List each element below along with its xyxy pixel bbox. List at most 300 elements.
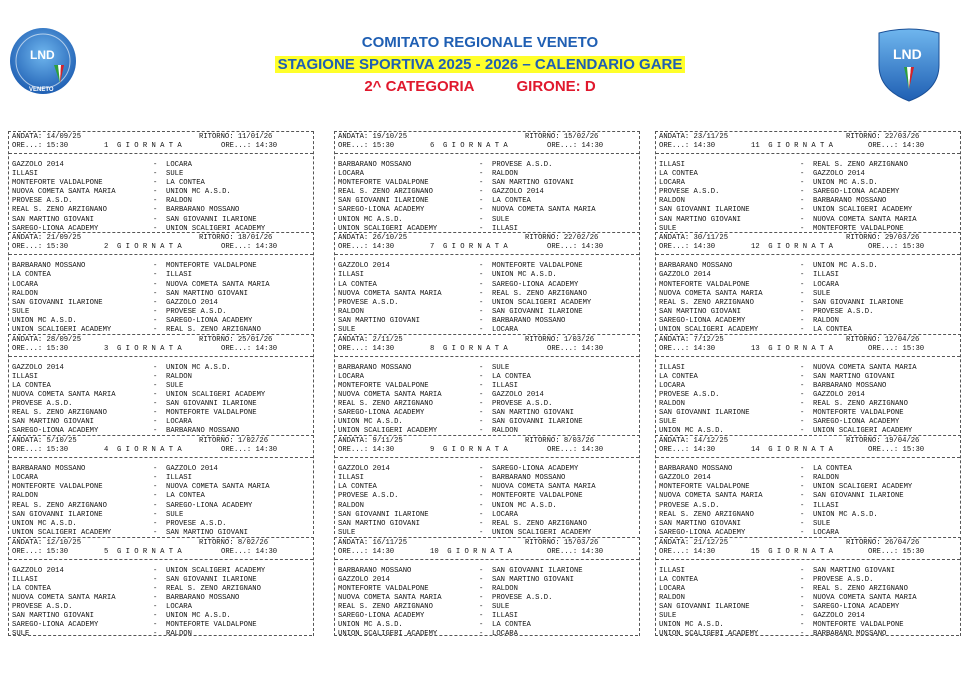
match-row [9,216,313,225]
vs-dash: - [479,409,484,418]
vs-dash: - [479,206,484,215]
andata-time: 14:30 [372,547,395,556]
match-row [335,612,639,621]
ore-label: ORE...: [338,344,369,353]
rounds-column-2 [334,131,640,671]
ritorno-date: 1/02/26 [237,437,269,446]
vs-dash: - [479,197,484,206]
home-team: MONTEFORTE VALDALPONE [338,584,429,593]
match-row [656,567,960,576]
home-team: UNION SCALIGERI ACADEMY [659,326,759,335]
vs-dash: - [153,602,158,611]
round-number: 8 [430,344,435,353]
ritorno-label: RITORNO: [199,437,234,446]
round-header [9,233,313,254]
round-card [8,435,314,537]
home-team: SAREGO-LIONA ACADEMY [338,206,425,215]
andata-date: 26/10/25 [372,234,408,243]
away-team: SAN GIOVANNI ILARIONE [166,215,257,224]
vs-dash: - [479,298,484,307]
vs-dash: - [153,391,158,400]
round-number: 14 [751,446,760,455]
home-team: BARBARANO MOSSANO [338,161,412,169]
away-team: NUOVA COMETA SANTA MARIA [813,593,917,602]
vs-dash: - [153,566,158,575]
vs-dash: - [479,566,484,575]
away-team: NUOVA COMETA SANTA MARIA [492,483,596,492]
match-row [656,179,960,188]
andata-label: ANDATA: [338,437,369,446]
andata-label: ANDATA: [338,335,369,344]
home-team: NUOVA COMETA SANTA MARIA [338,289,442,298]
away-team: ILLASI [166,271,192,280]
home-team: LOCARA [12,280,38,289]
match-row [335,179,639,188]
away-team: BARBARANO MOSSANO [166,593,240,602]
home-team: SULE [338,528,356,537]
ore-label: ORE...: [221,547,252,556]
vs-dash: - [153,372,158,381]
away-team: UNION SCALIGERI ACADEMY [813,206,913,215]
vs-dash: - [800,465,805,474]
home-team: SULE [12,630,30,639]
giornata-label: G I O R N A T A [442,344,508,353]
match-row [335,299,639,308]
vs-dash: - [153,215,158,224]
vs-dash: - [153,593,158,602]
match-row [335,474,639,483]
home-team: PROVESE A.S.D. [338,298,399,307]
away-team: SAN GIOVANNI ILARIONE [492,418,583,427]
vs-dash: - [153,409,158,418]
home-team: REAL S. ZENO ARZIGNANO [338,602,433,611]
away-team: MONTEFORTE VALDALPONE [813,621,904,630]
vs-dash: - [479,492,484,501]
vs-dash: - [800,307,805,316]
away-team: LOCARA [166,418,192,427]
match-row [656,474,960,483]
match-row [656,299,960,308]
away-team: NUOVA COMETA SANTA MARIA [813,215,917,224]
vs-dash: - [479,170,484,179]
match-row [9,299,313,308]
andata-time: 14:30 [693,446,716,455]
match-row [9,594,313,603]
vs-dash: - [479,224,484,233]
match-row [9,511,313,520]
ritorno-time: 14:30 [581,243,604,252]
away-team: GAZZOLO 2014 [166,298,218,307]
home-team: SULE [12,307,30,316]
away-team: UNION MC A.S.D. [166,363,231,372]
home-team: ILLASI [338,271,364,280]
home-team: SULE [659,418,677,427]
match-row [9,400,313,409]
away-team: NUOVA COMETA SANTA MARIA [166,483,270,492]
round-card [8,131,314,233]
ritorno-date: 8/02/26 [237,538,269,547]
away-team: PROVESE A.S.D. [492,161,553,169]
match-row [9,382,313,391]
ore-label: ORE...: [659,344,690,353]
away-team: SAREGO-LIONA ACADEMY [166,501,253,510]
away-team: UNION MC A.S.D. [813,510,878,519]
away-team: LA CONTEA [813,326,852,335]
andata-time: 15:30 [46,142,69,150]
giornata-label: G I O R N A T A [116,243,182,252]
away-team: MONTEFORTE VALDALPONE [492,262,583,271]
round-header [335,436,639,457]
match-row [335,520,639,529]
andata-time: 14:30 [693,344,716,353]
home-team: SAN GIOVANNI ILARIONE [338,197,429,206]
andata-label: ANDATA: [12,335,43,344]
away-team: SAN GIOVANNI ILARIONE [166,400,257,409]
away-team: RALDON [492,427,518,436]
home-team: LOCARA [659,584,685,593]
vs-dash: - [153,519,158,528]
away-team: SULE [492,602,510,611]
vs-dash: - [153,326,158,335]
vs-dash: - [800,391,805,400]
round-number: 5 [104,547,109,556]
ritorno-time: 15:30 [902,446,925,455]
home-team: SAREGO-LIONA ACADEMY [659,528,746,537]
home-team: SAN GIOVANNI ILARIONE [12,298,103,307]
match-row [9,418,313,427]
vs-dash: - [153,465,158,474]
round-number: 13 [751,344,760,353]
giornata-label: G I O R N A T A [116,344,182,353]
vs-dash: - [153,197,158,206]
andata-label: ANDATA: [659,335,690,344]
home-team: SAN MARTINO GIOVANI [659,215,741,224]
match-row [656,502,960,511]
match-row [335,492,639,501]
home-team: SAN MARTINO GIOVANI [338,316,420,325]
match-row [335,594,639,603]
vs-dash: - [800,179,805,188]
home-team: REAL S. ZENO ARZIGNANO [338,400,433,409]
andata-date: 23/11/25 [693,133,729,141]
away-team: GAZZOLO 2014 [492,188,544,197]
vs-dash: - [153,170,158,179]
andata-label: ANDATA: [338,538,369,547]
home-team: GAZZOLO 2014 [12,161,64,169]
vs-dash: - [479,575,484,584]
ritorno-date: 15/02/26 [563,133,599,141]
home-team: BARBARANO MOSSANO [12,465,86,474]
away-team: REAL S. ZENO ARZIGNANO [166,584,261,593]
round-number: 2 [104,243,109,252]
away-team: SULE [166,510,184,519]
match-row [656,317,960,326]
round-card [334,131,640,233]
match-row [9,197,313,206]
round-number: 9 [430,446,435,455]
match-row [656,400,960,409]
match-row [9,373,313,382]
away-team: RALDON [492,584,518,593]
match-row [335,502,639,511]
round-header [9,436,313,457]
home-team: LOCARA [338,372,364,381]
round-header [335,538,639,559]
match-row [9,161,313,170]
match-row [9,364,313,373]
match-row [656,206,960,215]
away-team: UNION MC A.S.D. [492,271,557,280]
vs-dash: - [153,501,158,510]
away-team: LA CONTEA [492,197,531,206]
home-team: ILLASI [12,170,38,179]
away-team: UNION MC A.S.D. [166,188,231,197]
match-row [656,511,960,520]
round-card [655,131,961,233]
vs-dash: - [153,492,158,501]
match-row [9,188,313,197]
match-row [9,179,313,188]
round-header [9,538,313,559]
column-bottom-rule [8,635,312,636]
home-team: ILLASI [659,363,685,372]
away-team: LA CONTEA [166,179,205,188]
andata-date: 21/12/25 [693,538,729,547]
home-team: MONTEFORTE VALDALPONE [659,483,750,492]
andata-date: 5/10/25 [46,437,77,446]
round-number: 6 [430,142,435,150]
match-row [9,308,313,317]
round-card [655,232,961,335]
away-team: UNION SCALIGERI ACADEMY [492,298,592,307]
match-row [335,188,639,197]
home-team: LA CONTEA [338,280,377,289]
home-team: LA CONTEA [12,584,51,593]
match-row [335,603,639,612]
home-team: SAREGO-LIONA ACADEMY [338,612,425,621]
away-team: LOCARA [813,528,839,537]
vs-dash: - [479,418,484,427]
ritorno-label: RITORNO: [525,133,560,141]
vs-dash: - [800,363,805,372]
ore-label: ORE...: [338,446,369,455]
ritorno-time: 14:30 [581,446,604,455]
match-row [335,317,639,326]
giornata-label: G I O R N A T A [768,243,833,252]
away-team: ILLASI [492,224,518,233]
vs-dash: - [153,179,158,188]
vs-dash: - [479,483,484,492]
vs-dash: - [479,280,484,289]
away-team: RALDON [492,170,518,179]
vs-dash: - [800,566,805,575]
vs-dash: - [479,621,484,630]
category-label: 2^ CATEGORIA [364,78,475,95]
vs-dash: - [479,427,484,436]
match-row [335,308,639,317]
vs-dash: - [479,289,484,298]
andata-time: 14:30 [693,142,716,150]
home-team: BARBARANO MOSSANO [659,465,733,474]
vs-dash: - [800,215,805,224]
andata-time: 14:30 [372,446,395,455]
vs-dash: - [153,528,158,537]
round-header [9,132,313,153]
giornata-label: G I O R N A T A [442,243,508,252]
home-team: SULE [659,224,677,233]
home-team: SAN GIOVANNI ILARIONE [659,602,750,611]
round-card [334,334,640,436]
ritorno-label: RITORNO: [525,335,560,344]
ore-label: ORE...: [12,344,43,353]
home-team: NUOVA COMETA SANTA MARIA [659,492,763,501]
andata-time: 15:30 [46,344,69,353]
ritorno-label: RITORNO: [846,437,881,446]
giornata-label: G I O R N A T A [116,142,182,150]
away-team: UNION SCALIGERI ACADEMY [166,391,266,400]
ore-label: ORE...: [659,243,690,252]
home-team: PROVESE A.S.D. [338,492,399,501]
ore-label: ORE...: [12,547,43,556]
away-team: SAREGO-LIONA ACADEMY [492,465,579,474]
round-number: 7 [430,243,435,252]
vs-dash: - [800,427,805,436]
home-team: LOCARA [12,474,38,483]
away-team: REAL S. ZENO ARZIGNANO [813,400,908,409]
away-team: NUOVA COMETA SANTA MARIA [813,363,917,372]
away-team: SULE [813,289,831,298]
match-row [9,474,313,483]
ritorno-time: 14:30 [581,344,604,353]
ritorno-label: RITORNO: [846,234,881,243]
ritorno-label: RITORNO: [846,538,881,547]
match-row [656,409,960,418]
away-team: SAN GIOVANNI ILARIONE [492,566,583,575]
andata-time: 14:30 [693,243,716,252]
away-team: SAN MARTINO GIOVANI [492,575,574,584]
away-team: SAREGO-LIONA ACADEMY [492,280,579,289]
ritorno-label: RITORNO: [525,437,560,446]
home-team: SAN MARTINO GIOVANI [338,519,420,528]
vs-dash: - [800,206,805,215]
committee-title: COMITATO REGIONALE VENETO [361,34,599,51]
home-team: NUOVA COMETA SANTA MARIA [12,188,116,197]
vs-dash: - [479,602,484,611]
home-team: REAL S. ZENO ARZIGNANO [12,501,107,510]
vs-dash: - [479,381,484,390]
home-team: SAN MARTINO GIOVANI [12,612,94,621]
match-row [335,391,639,400]
round-number: 3 [104,344,109,353]
ritorno-time: 14:30 [581,547,604,556]
match-row [656,262,960,271]
giornata-label: G I O R N A T A [768,446,833,455]
match-row [9,492,313,501]
home-team: REAL S. ZENO ARZIGNANO [659,510,754,519]
away-team: SULE [492,363,510,372]
away-team: REAL S. ZENO ARZIGNANO [492,289,587,298]
home-team: SAN MARTINO GIOVANI [12,215,94,224]
match-row [656,188,960,197]
home-team: UNION SCALIGERI ACADEMY [338,224,438,233]
match-row [656,308,960,317]
home-team: NUOVA COMETA SANTA MARIA [338,593,442,602]
away-team: GAZZOLO 2014 [813,170,865,179]
vs-dash: - [153,206,158,215]
ritorno-time: 15:30 [902,547,925,556]
vs-dash: - [479,612,484,621]
match-row [335,161,639,170]
match-row [656,373,960,382]
home-team: MONTEFORTE VALDALPONE [659,280,750,289]
match-row [656,391,960,400]
logo-right-text: LND [893,46,922,62]
match-row [335,465,639,474]
ritorno-date: 18/01/26 [237,234,273,243]
vs-dash: - [153,224,158,233]
andata-date: 14/09/25 [46,133,82,141]
ritorno-date: 22/03/26 [884,133,920,141]
ritorno-time: 14:30 [255,547,278,556]
round-card [655,334,961,436]
ritorno-date: 26/04/26 [884,538,920,547]
home-team: NUOVA COMETA SANTA MARIA [12,593,116,602]
match-row [335,281,639,290]
home-team: LOCARA [659,179,685,188]
match-row [9,465,313,474]
match-row [656,576,960,585]
home-team: ILLASI [12,372,38,381]
vs-dash: - [800,602,805,611]
vs-dash: - [800,381,805,390]
round-number: 4 [104,446,109,455]
ritorno-time: 14:30 [255,142,278,150]
away-team: RALDON [813,316,839,325]
away-team: GAZZOLO 2014 [166,465,218,474]
home-team: PROVESE A.S.D. [659,391,720,400]
match-row [9,585,313,594]
away-team: LA CONTEA [813,465,852,474]
andata-label: ANDATA: [338,234,369,243]
vs-dash: - [800,474,805,483]
season-title-text: STAGIONE SPORTIVA 2025 - 2026 – CALENDARIO GARE [275,56,686,73]
away-team: GAZZOLO 2014 [813,391,865,400]
away-team: SULE [813,519,831,528]
ritorno-date: 15/03/26 [563,538,599,547]
home-team: RALDON [659,400,685,409]
giornata-label: G I O R N A T A [442,142,508,150]
home-team: SAN MARTINO GIOVANI [12,418,94,427]
away-team: MONTEFORTE VALDALPONE [492,492,583,501]
vs-dash: - [479,501,484,510]
match-row [335,271,639,280]
category-line [200,78,760,95]
ritorno-date: 1/03/26 [563,335,595,344]
home-team: LA CONTEA [659,170,698,179]
match-row [9,271,313,280]
ore-label: ORE...: [547,243,578,252]
vs-dash: - [479,510,484,519]
match-row [335,409,639,418]
away-team: SAN MARTINO GIOVANI [492,409,574,418]
home-team: UNION MC A.S.D. [12,519,77,528]
andata-time: 14:30 [693,547,716,556]
andata-date: 12/10/25 [46,538,82,547]
ore-label: ORE...: [221,142,252,150]
home-team: PROVESE A.S.D. [12,400,73,409]
match-row [9,603,313,612]
home-team: GAZZOLO 2014 [338,575,390,584]
